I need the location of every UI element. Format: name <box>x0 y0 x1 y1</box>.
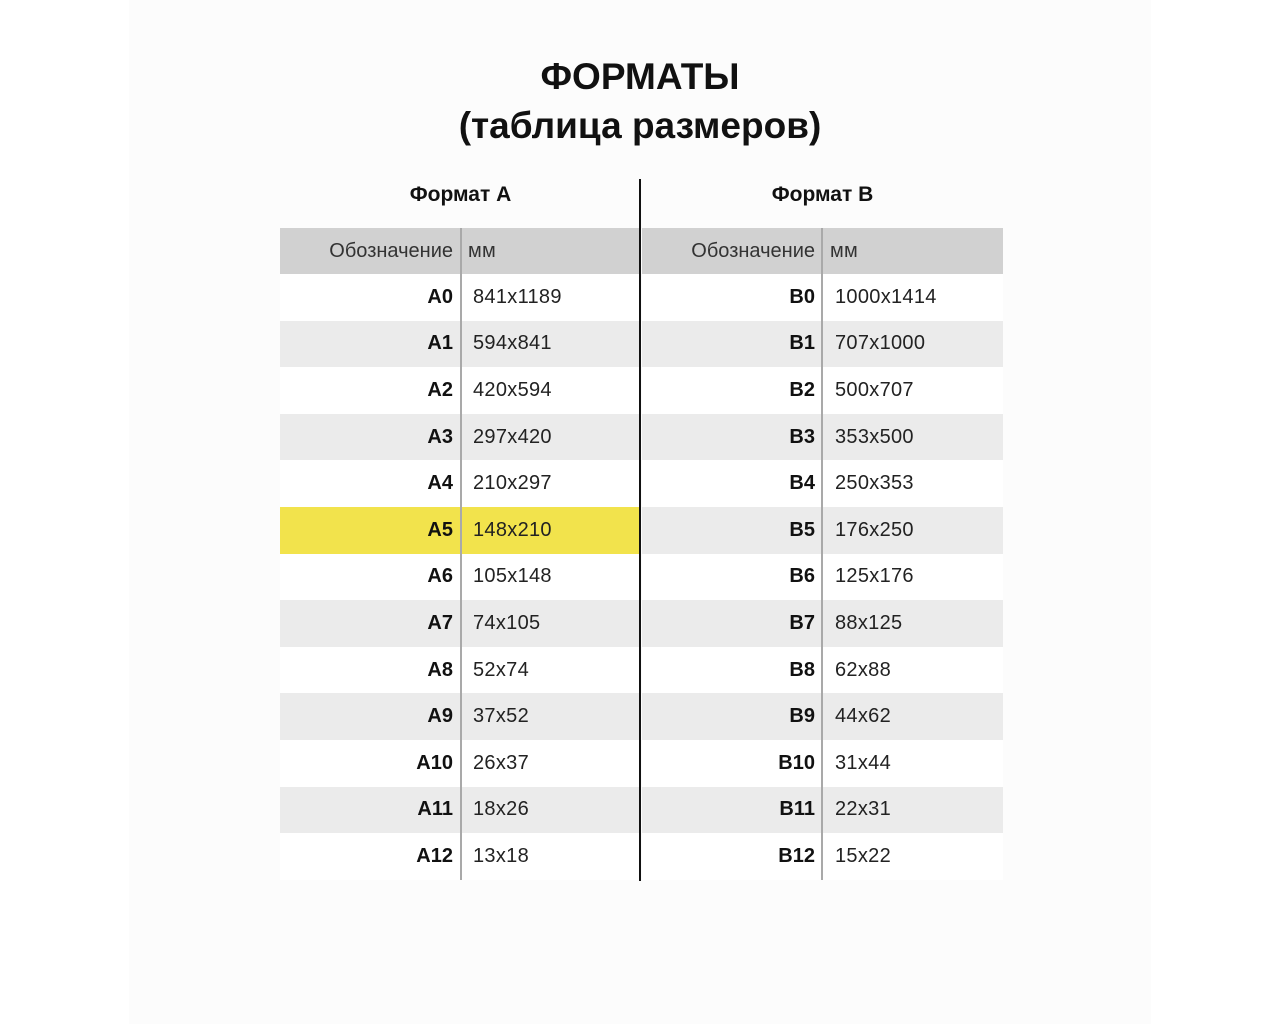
format-size-mm: 353x500 <box>835 425 914 448</box>
format-size-mm: 105x148 <box>473 565 552 588</box>
format-designation: B0 <box>789 285 815 308</box>
format-size-mm: 31x44 <box>835 751 891 774</box>
format-size-mm: 1000x1414 <box>835 285 937 308</box>
format-designation: B7 <box>789 611 815 634</box>
format-designation: A0 <box>427 285 453 308</box>
format-a-column-separator <box>460 228 462 880</box>
format-designation: B4 <box>789 472 815 495</box>
format-designation: B8 <box>789 658 815 681</box>
column-header-mm: мм <box>830 239 859 262</box>
format-size-mm: 52x74 <box>473 658 529 681</box>
format-designation: B5 <box>789 518 815 541</box>
format-size-mm: 176x250 <box>835 518 914 541</box>
format-size-mm: 297x420 <box>473 425 552 448</box>
format-size-mm: 420x594 <box>473 378 552 401</box>
format-size-mm: 125x176 <box>835 565 914 588</box>
format-designation: B12 <box>778 844 815 867</box>
format-designation: A1 <box>427 332 453 355</box>
title-line-1: ФОРМАТЫ <box>540 56 740 97</box>
format-size-mm: 594x841 <box>473 332 552 355</box>
format-designation: B6 <box>789 565 815 588</box>
format-designation: A10 <box>416 751 453 774</box>
format-designation: B11 <box>779 798 815 821</box>
format-designation: A7 <box>427 611 453 634</box>
format-designation: A6 <box>427 565 453 588</box>
format-size-mm: 37x52 <box>473 705 529 728</box>
format-designation: A5 <box>427 518 453 541</box>
format-size-mm: 26x37 <box>473 751 529 774</box>
format-b-heading: Формат В <box>771 183 874 206</box>
format-designation: A9 <box>427 705 453 728</box>
format-designation: B10 <box>778 751 815 774</box>
format-designation: B2 <box>789 378 815 401</box>
format-size-mm: 15x22 <box>835 844 891 867</box>
format-designation: B1 <box>789 332 815 355</box>
format-size-mm: 500x707 <box>835 378 914 401</box>
format-designation: A8 <box>427 658 453 681</box>
format-size-mm: 13x18 <box>473 844 529 867</box>
format-designation: A3 <box>427 425 453 448</box>
format-size-mm: 210x297 <box>473 472 552 495</box>
format-size-mm: 88x125 <box>835 611 903 634</box>
size-chart-page <box>129 0 1151 1024</box>
format-designation: A2 <box>427 378 453 401</box>
format-designation: A12 <box>416 844 453 867</box>
format-size-mm: 707x1000 <box>835 332 926 355</box>
format-size-mm: 250x353 <box>835 472 914 495</box>
format-a-heading: Формат А <box>409 183 512 206</box>
format-size-mm: 44x62 <box>835 705 891 728</box>
column-header-designation: Обозначение <box>329 239 453 262</box>
title-line-2: (таблица размеров) <box>458 105 822 146</box>
format-size-mm: 74x105 <box>473 611 541 634</box>
format-designation: B3 <box>789 425 815 448</box>
format-size-mm: 18x26 <box>473 798 529 821</box>
column-header-designation: Обозначение <box>691 239 815 262</box>
format-size-mm: 148x210 <box>473 518 552 541</box>
format-b-column-separator <box>821 228 823 880</box>
format-size-mm: 62x88 <box>835 658 891 681</box>
format-designation: A4 <box>427 472 453 495</box>
format-size-mm: 841x1189 <box>473 285 562 308</box>
column-header-mm: мм <box>468 239 497 262</box>
format-size-mm: 22x31 <box>835 798 891 821</box>
page-title <box>129 52 1151 150</box>
format-designation: A11 <box>417 798 453 821</box>
format-designation: B9 <box>789 705 815 728</box>
center-divider <box>639 179 641 881</box>
